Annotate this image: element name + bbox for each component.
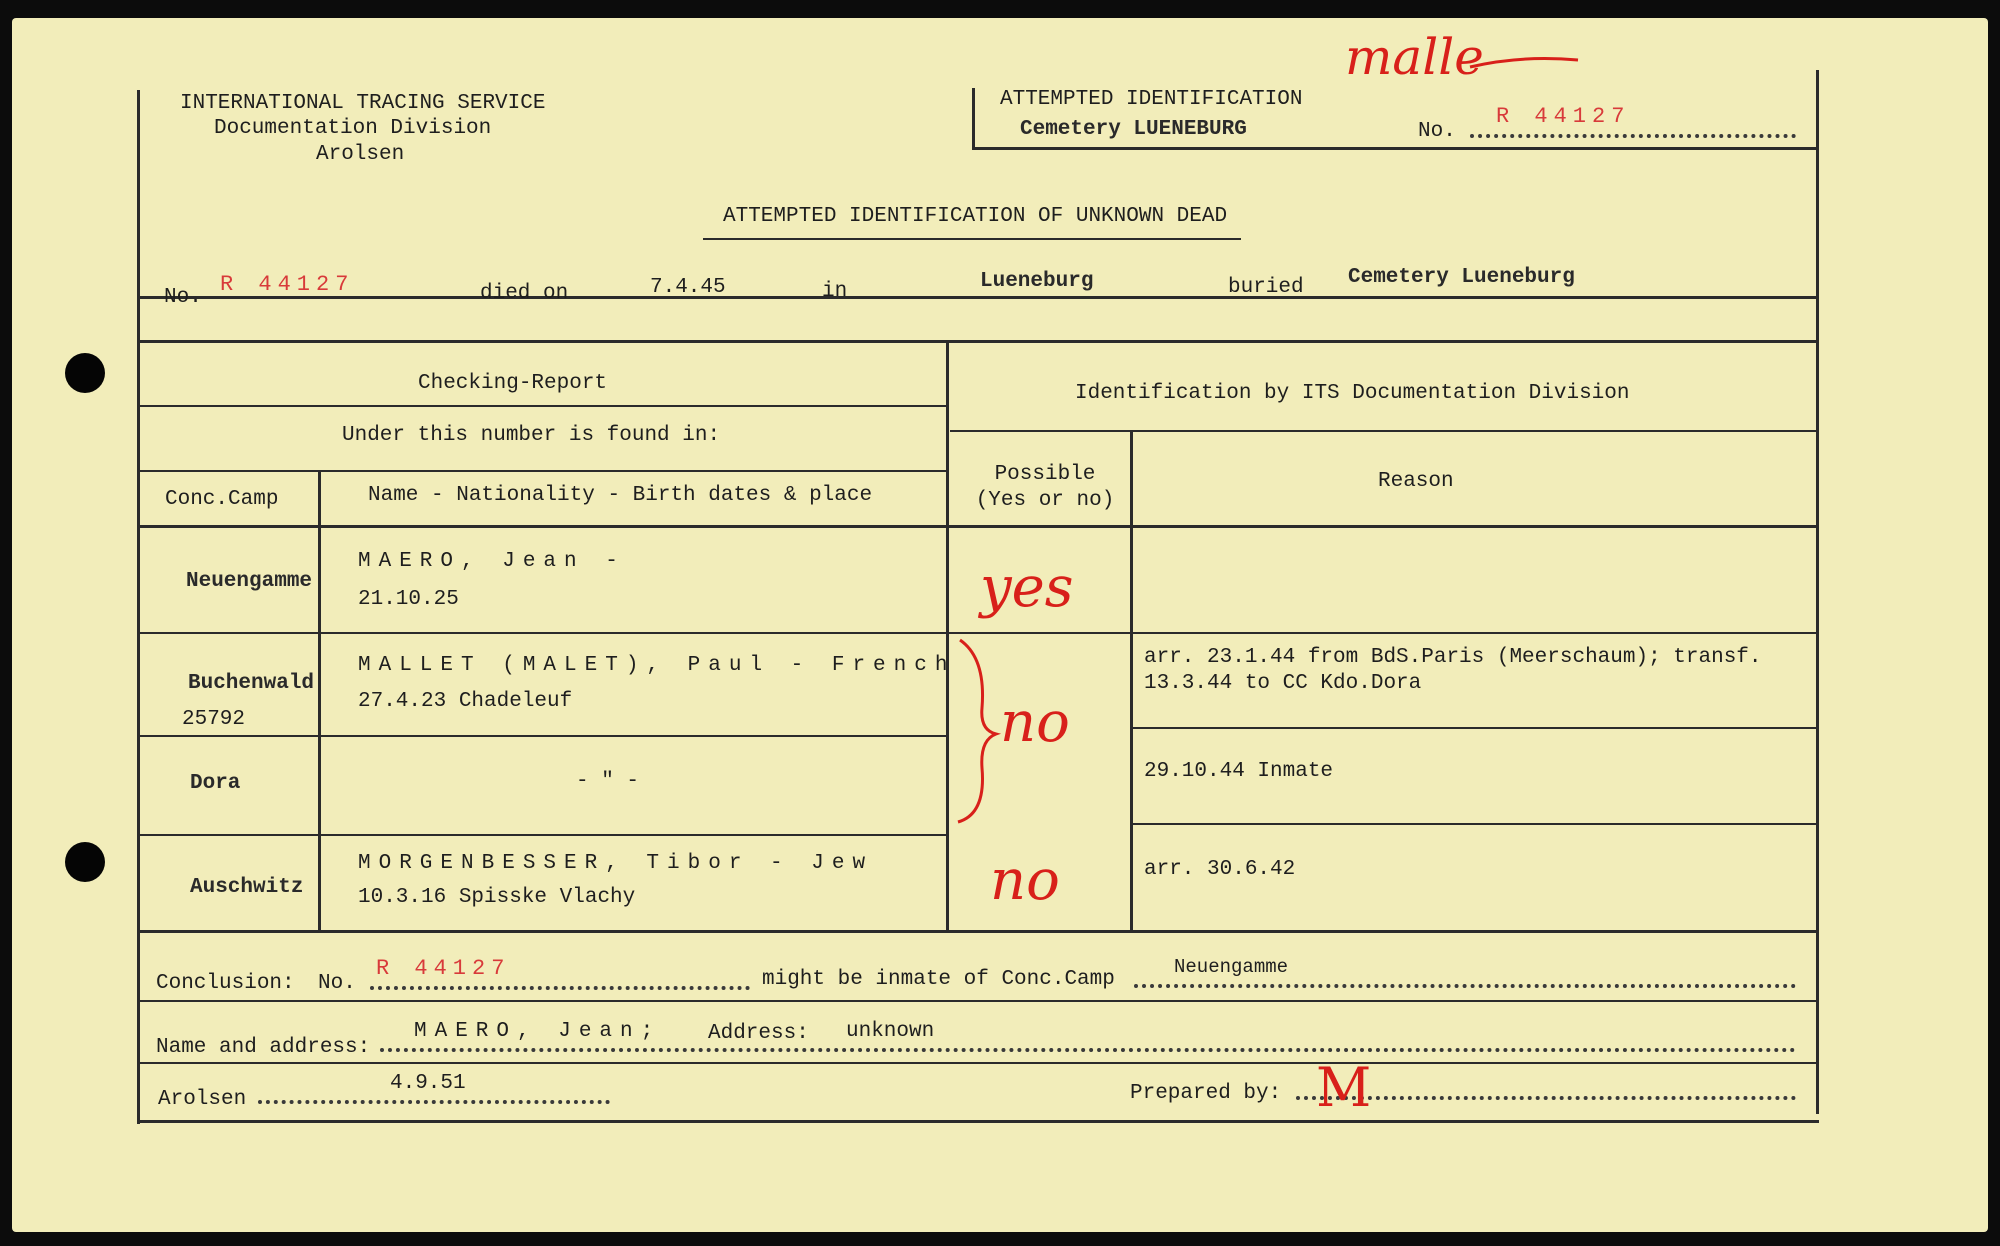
table-line	[1133, 823, 1818, 825]
handwritten-underline	[1470, 55, 1580, 75]
table-line	[140, 632, 1818, 634]
header-box-left-border	[972, 88, 975, 148]
title-underline	[703, 238, 1241, 240]
found-in-header: Under this number is found in:	[342, 424, 721, 447]
org-location: Arolsen	[316, 143, 405, 166]
conclusion-no-label: No.	[318, 972, 356, 995]
form-title: ATTEMPTED IDENTIFICATION OF UNKNOWN DEAD	[723, 205, 1228, 228]
died-value: 7.4.45	[650, 276, 726, 299]
table-divider	[318, 470, 321, 930]
row2-reason-line2: 13.3.44 to CC Kdo.Dora	[1144, 672, 1422, 695]
conclusion-might-label: might be inmate of Conc.Camp	[762, 968, 1115, 991]
address-field	[380, 1048, 1796, 1052]
row1-birth: 21.10.25	[358, 588, 459, 611]
box-title: ATTEMPTED IDENTIFICATION	[1000, 88, 1303, 111]
row2-possible: no	[1000, 690, 1070, 755]
col-header-possible: Possible (Yes or no)	[975, 463, 1115, 512]
row2-birth: 27.4.23 Chadeleuf	[358, 690, 573, 713]
handwritten-name: malle	[1345, 28, 1484, 86]
frame-right-border	[1816, 70, 1819, 1114]
footer-date-field	[258, 1100, 610, 1104]
buried-label: buried	[1228, 276, 1304, 299]
form-line	[140, 1062, 1818, 1064]
row4-birth: 10.3.16 Spisske Vlachy	[358, 886, 636, 909]
buried-value: Cemetery Lueneburg	[1348, 266, 1575, 289]
punch-hole	[65, 842, 105, 882]
prepared-by-label: Prepared by:	[1130, 1082, 1282, 1105]
table-divider	[1130, 430, 1133, 930]
frame-bottom-border	[137, 1120, 1819, 1123]
box-no-value: R 44127	[1496, 104, 1631, 129]
row4-name: MORGENBESSER, Tibor - Jew	[358, 852, 874, 875]
row2-camp: Buchenwald	[188, 672, 315, 695]
died-label: died on	[480, 282, 569, 305]
frame-left-border	[137, 90, 140, 1124]
header-box-bottom-border	[972, 147, 1818, 150]
col-header-camp: Conc.Camp	[165, 488, 279, 511]
row4-camp: Auschwitz	[190, 876, 304, 899]
conclusion-camp-field	[1134, 984, 1796, 988]
table-top-border	[140, 340, 1818, 343]
conclusion-no-field	[370, 986, 750, 990]
row3-camp: Dora	[190, 772, 241, 795]
col-header-reason: Reason	[1378, 470, 1454, 493]
table-line	[140, 405, 946, 407]
org-division: Documentation Division	[214, 117, 492, 140]
table-line	[1133, 727, 1818, 729]
row3-name: - " -	[576, 770, 640, 793]
prepared-by-initial: M	[1316, 1056, 1372, 1119]
table-line	[140, 470, 946, 472]
in-label: in	[822, 280, 848, 303]
conclusion-no-value: R 44127	[376, 956, 511, 981]
box-no-field	[1470, 134, 1796, 138]
conclusion-camp-value: Neuengamme	[1174, 956, 1289, 978]
table-divider	[946, 340, 949, 930]
checking-report-header: Checking-Report	[418, 372, 608, 395]
table-line	[140, 834, 946, 836]
table-line	[140, 525, 1818, 528]
record-no-label: No.	[164, 286, 202, 309]
box-cemetery: Cemetery LUENEBURG	[1020, 118, 1247, 141]
footer-place: Arolsen	[158, 1088, 247, 1111]
footer-date: 4.9.51	[390, 1072, 466, 1095]
address-address-value: unknown	[846, 1020, 935, 1043]
row4-reason: arr. 30.6.42	[1144, 858, 1296, 881]
row2-reason-line1: arr. 23.1.44 from BdS.Paris (Meerschaum); transf.	[1144, 646, 1762, 669]
row2-camp-number: 25792	[182, 708, 246, 731]
table-bottom-border	[140, 930, 1818, 933]
row1-name: MAERO, Jean -	[358, 550, 626, 573]
address-label: Name and address:	[156, 1036, 371, 1059]
table-line	[140, 735, 946, 737]
row2-name: MALLET (MALET), Paul - French	[358, 654, 956, 677]
row1-camp: Neuengamme	[186, 570, 313, 593]
row1-possible: yes	[980, 555, 1074, 620]
table-line	[950, 430, 1818, 432]
col-header-name: Name - Nationality - Birth dates & place	[368, 484, 873, 507]
form-line	[140, 1000, 1818, 1002]
bracket-mark	[952, 638, 1002, 826]
address-address-label: Address:	[708, 1022, 809, 1045]
row3-reason: 29.10.44 Inmate	[1144, 760, 1334, 783]
row4-possible: no	[990, 848, 1060, 913]
record-line	[140, 296, 1818, 299]
org-name: INTERNATIONAL TRACING SERVICE	[180, 92, 546, 115]
in-value: Lueneburg	[980, 270, 1094, 293]
address-name-value: MAERO, Jean;	[414, 1020, 662, 1043]
identification-header: Identification by ITS Documentation Division	[1075, 382, 1630, 405]
record-no-value: R 44127	[220, 272, 355, 297]
conclusion-label: Conclusion:	[156, 972, 295, 995]
box-no-label: No.	[1418, 120, 1456, 143]
punch-hole	[65, 353, 105, 393]
